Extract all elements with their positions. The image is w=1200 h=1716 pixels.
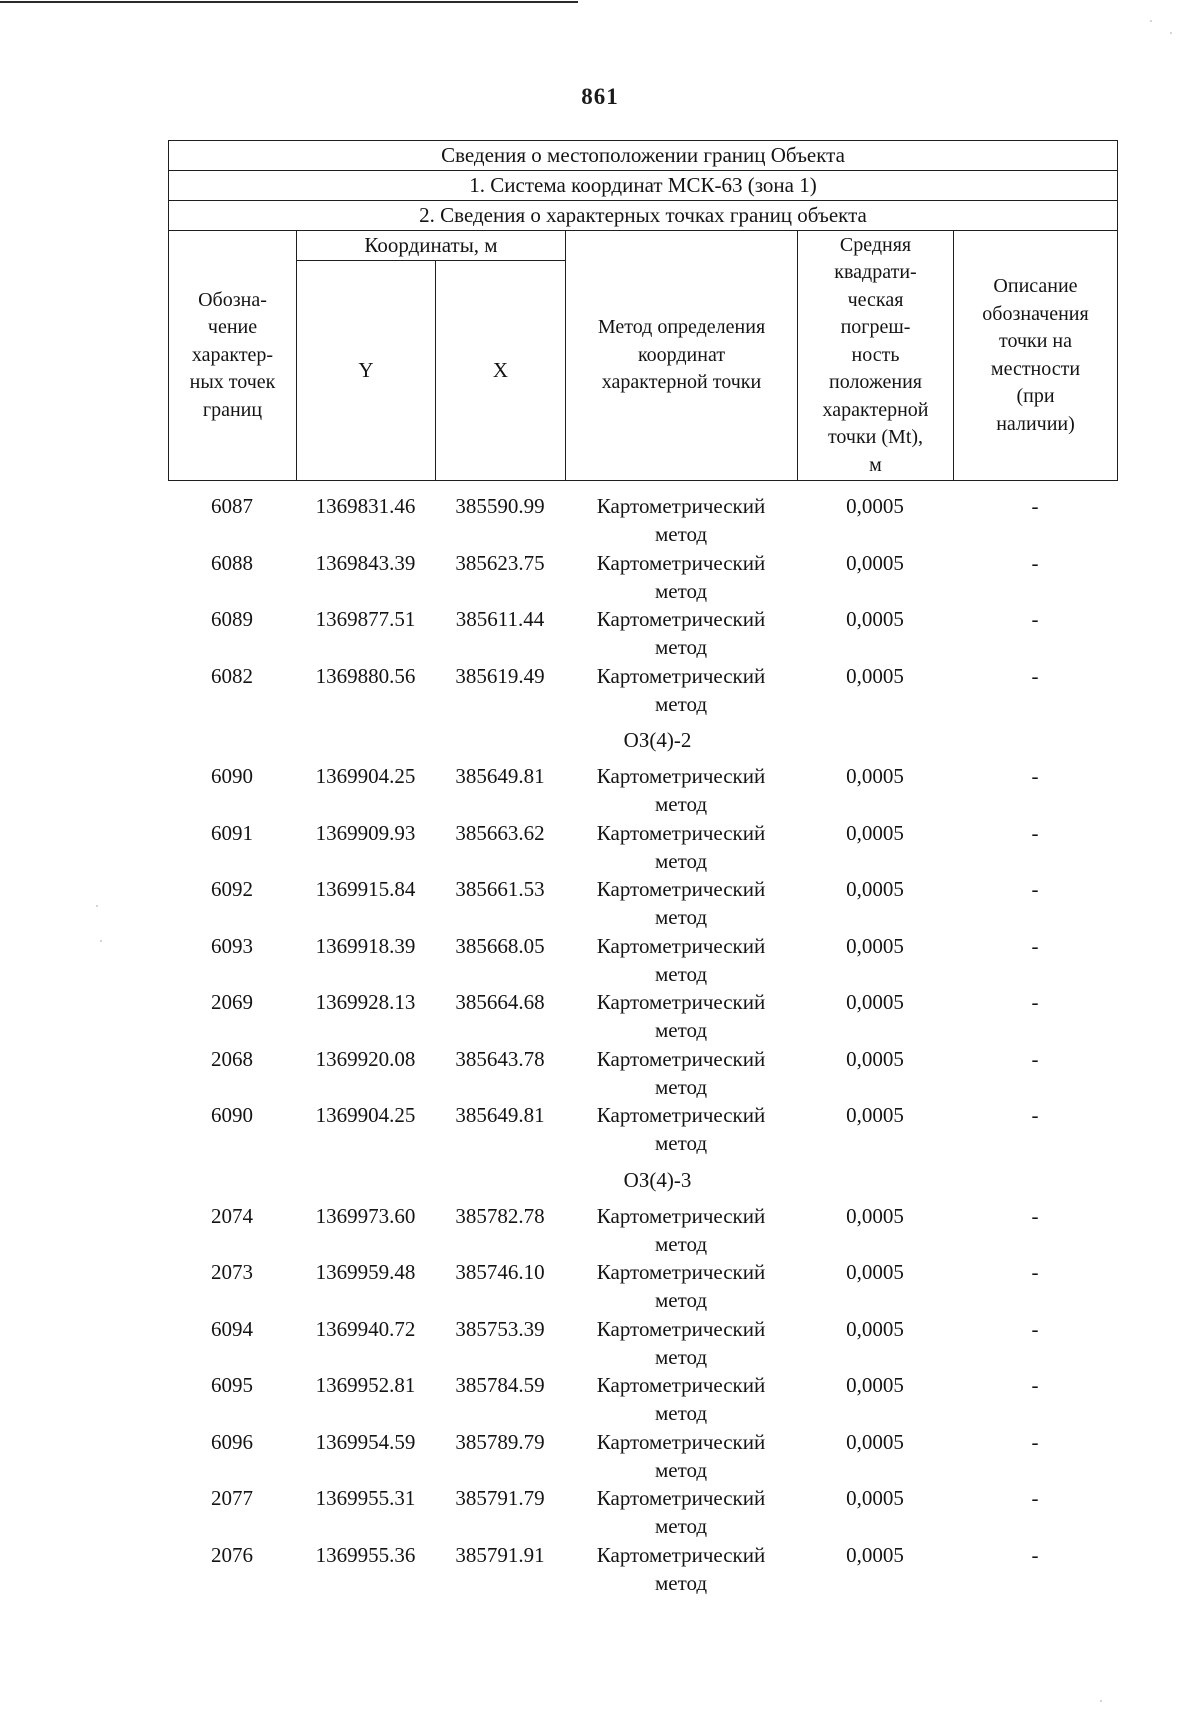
coordinate-y: 1369928.13 <box>315 990 416 1014</box>
column-header-error-line: характерной <box>822 398 929 421</box>
coordinate-y: 1369940.72 <box>315 1316 416 1341</box>
coordinate-x: 385590.99 <box>455 494 545 518</box>
method-cell <box>565 1101 797 1158</box>
method-cell <box>565 662 797 719</box>
point-number: 6087 <box>211 494 253 518</box>
column-header-error-line: положения <box>829 371 922 394</box>
table-row <box>168 1541 1117 1598</box>
point-number: 6090 <box>211 764 253 788</box>
method-cell <box>565 1428 797 1485</box>
column-header-method-line: Метод определения <box>597 316 766 339</box>
method-text: Картометрический <box>596 1203 766 1228</box>
description-value: - <box>1031 877 1039 901</box>
error-value: 0,0005 <box>846 1103 904 1127</box>
method-text: метод <box>654 1344 708 1369</box>
scan-edge-line <box>0 1 578 3</box>
table-row <box>168 988 1117 1045</box>
column-header-error-line: квадрати- <box>834 261 917 284</box>
table-row <box>168 1101 1117 1158</box>
table-row <box>168 1315 1117 1372</box>
coordinate-x: 385746.10 <box>455 1260 545 1284</box>
coordinate-x: 385649.81 <box>455 764 545 788</box>
column-header-error-line: Средняя <box>839 233 912 256</box>
error-value: 0,0005 <box>846 764 904 788</box>
coordinate-y: 1369920.08 <box>315 1046 416 1071</box>
point-number: 6091 <box>211 820 253 845</box>
method-text: метод <box>654 1018 708 1042</box>
coordinate-y: 1369909.93 <box>315 820 416 845</box>
table-body <box>168 492 1117 1597</box>
point-number: 6095 <box>211 1373 253 1397</box>
point-number: 2074 <box>211 1203 253 1228</box>
coordinate-y: 1369955.31 <box>315 1486 416 1510</box>
table-row <box>168 1045 1117 1102</box>
point-number: 6094 <box>211 1316 253 1341</box>
coordinate-x: 385664.68 <box>455 990 545 1014</box>
coordinate-y: 1369915.84 <box>315 877 416 901</box>
table-row <box>168 1484 1117 1541</box>
description-value: - <box>1031 1103 1039 1127</box>
column-header-point <box>169 231 297 481</box>
method-cell <box>565 819 797 876</box>
scan-speck <box>1170 32 1172 34</box>
method-text: метод <box>654 1288 708 1312</box>
point-number: 6090 <box>211 1103 253 1127</box>
method-text: Картометрический <box>596 1429 766 1454</box>
method-text: метод <box>654 792 708 816</box>
table-title: Сведения о местоположении границ Объекта <box>169 141 1118 171</box>
column-header-coordinates: Координаты, м <box>297 231 566 261</box>
description-value: - <box>1031 820 1039 845</box>
method-text: метод <box>654 691 708 716</box>
description-value: - <box>1031 607 1039 631</box>
coordinate-x: 385643.78 <box>455 1046 545 1071</box>
coordinate-y: 1369955.36 <box>315 1542 416 1567</box>
column-header-method-line: характерной точки <box>601 371 762 394</box>
column-header-point-line: чение <box>207 316 258 339</box>
error-value: 0,0005 <box>846 1486 904 1510</box>
error-value: 0,0005 <box>846 494 904 518</box>
table-row <box>168 1258 1117 1315</box>
description-value: - <box>1031 663 1039 688</box>
description-value: - <box>1031 1486 1039 1510</box>
coordinate-y: 1369880.56 <box>315 663 416 688</box>
point-number: 2069 <box>211 990 253 1014</box>
method-text: метод <box>654 905 708 929</box>
coordinate-x: 385611.44 <box>455 607 545 631</box>
coordinate-y: 1369877.51 <box>315 607 416 631</box>
method-cell <box>565 1258 797 1315</box>
method-text: метод <box>654 961 708 986</box>
point-number: 2076 <box>211 1542 253 1567</box>
table-row <box>168 1371 1117 1428</box>
method-text: Картометрический <box>596 820 766 845</box>
column-header-method <box>566 231 798 481</box>
method-cell <box>565 1371 797 1428</box>
error-value: 0,0005 <box>846 990 904 1014</box>
description-value: - <box>1031 1429 1039 1454</box>
method-text: Картометрический <box>596 1260 766 1284</box>
error-value: 0,0005 <box>846 1260 904 1284</box>
method-text: Картометрический <box>596 1103 766 1127</box>
column-header-point-line: Обозна- <box>198 288 267 311</box>
description-value: - <box>1031 764 1039 788</box>
method-cell <box>565 1045 797 1102</box>
point-number: 6096 <box>211 1429 253 1454</box>
column-header-description-line: наличии) <box>996 412 1075 435</box>
scan-speck <box>96 905 98 907</box>
coordinate-x: 385619.49 <box>455 663 545 688</box>
method-text: Картометрический <box>596 1316 766 1341</box>
method-text: Картометрический <box>596 1542 766 1567</box>
table-header <box>168 140 1118 481</box>
coordinate-x: 385791.79 <box>455 1486 545 1510</box>
method-text: метод <box>654 1570 708 1595</box>
coordinate-x: 385623.75 <box>455 550 545 575</box>
column-header-error-line: м <box>869 453 882 476</box>
column-header-error-line: погреш- <box>840 316 911 339</box>
coordinate-x: 385789.79 <box>455 1429 545 1454</box>
column-header-error-line: ность <box>851 343 900 366</box>
table-row <box>168 932 1117 989</box>
coordinate-x: 385663.62 <box>455 820 545 845</box>
method-text: метод <box>654 848 708 873</box>
error-value: 0,0005 <box>846 663 904 688</box>
column-header-error <box>798 231 954 481</box>
error-value: 0,0005 <box>846 933 904 958</box>
column-header-description-line: обозначения <box>982 302 1089 325</box>
group-heading: ОЗ(4)-3 <box>623 1167 692 1192</box>
coordinate-y: 1369952.81 <box>315 1373 416 1397</box>
method-cell <box>565 549 797 606</box>
point-number: 2073 <box>211 1260 253 1284</box>
column-header-point-line: характер- <box>191 343 274 366</box>
description-value: - <box>1031 1316 1039 1341</box>
error-value: 0,0005 <box>846 1316 904 1341</box>
method-text: Картометрический <box>596 1046 766 1071</box>
method-cell <box>565 1484 797 1541</box>
column-header-description-line: местности <box>990 357 1081 380</box>
coordinate-x: 385649.81 <box>455 1103 545 1127</box>
column-header-point-line: ных точек <box>189 371 276 394</box>
table-row <box>168 605 1117 662</box>
coordinate-x: 385784.59 <box>455 1373 545 1397</box>
method-cell <box>565 492 797 549</box>
error-value: 0,0005 <box>846 1373 904 1397</box>
error-value: 0,0005 <box>846 1203 904 1228</box>
column-header-description-line: (при <box>1016 385 1055 407</box>
coordinate-x: 385668.05 <box>455 933 545 958</box>
description-value: - <box>1031 990 1039 1014</box>
description-value: - <box>1031 1260 1039 1284</box>
coordinate-x: 385791.91 <box>455 1542 545 1567</box>
method-text: метод <box>654 578 708 603</box>
table-row <box>168 1428 1117 1485</box>
point-number: 6082 <box>211 663 253 688</box>
column-header-error-line: ческая <box>847 288 904 311</box>
point-number: 2077 <box>211 1486 253 1510</box>
method-text: метод <box>654 1074 708 1099</box>
method-cell <box>565 762 797 819</box>
method-cell <box>565 1315 797 1372</box>
method-text: Картометрический <box>596 494 766 518</box>
method-text: Картометрический <box>596 1486 766 1510</box>
column-header-description <box>954 231 1118 481</box>
method-text: метод <box>654 1131 708 1155</box>
point-number: 6089 <box>211 607 253 631</box>
table-row <box>168 662 1117 719</box>
coordinate-y: 1369918.39 <box>315 933 416 958</box>
scan-speck <box>1100 1700 1102 1702</box>
method-text: метод <box>654 1401 708 1425</box>
description-value: - <box>1031 1046 1039 1071</box>
column-header-description-line: Описание <box>993 275 1078 297</box>
column-header-error-line: точки (Mt), <box>827 426 924 449</box>
column-header-x: X <box>436 261 566 481</box>
coordinate-y: 1369843.39 <box>315 550 416 575</box>
method-text: метод <box>654 1457 708 1482</box>
method-text: Картометрический <box>596 877 766 901</box>
method-text: Картометрический <box>596 990 766 1014</box>
group-heading: ОЗ(4)-2 <box>623 728 692 752</box>
table-row <box>168 549 1117 606</box>
method-text: Картометрический <box>596 933 766 958</box>
method-text: метод <box>654 1514 708 1538</box>
method-text: Картометрический <box>596 764 766 788</box>
error-value: 0,0005 <box>846 1429 904 1454</box>
description-value: - <box>1031 494 1039 518</box>
point-number: 2068 <box>211 1046 253 1071</box>
table-row <box>168 1202 1117 1259</box>
description-value: - <box>1031 550 1039 575</box>
scan-speck <box>1150 20 1152 22</box>
table-row <box>168 819 1117 876</box>
description-value: - <box>1031 1542 1039 1567</box>
coordinate-y: 1369954.59 <box>315 1429 416 1454</box>
description-value: - <box>1031 933 1039 958</box>
coordinate-x: 385661.53 <box>455 877 545 901</box>
coordinate-y: 1369904.25 <box>315 764 416 788</box>
method-cell <box>565 1541 797 1598</box>
table-row <box>168 762 1117 819</box>
column-header-method-line: координат <box>637 343 726 366</box>
coordinate-y: 1369959.48 <box>315 1260 416 1284</box>
column-header-description-line: точки на <box>998 330 1073 352</box>
coordinate-y: 1369831.46 <box>315 494 416 518</box>
page-number: 861 <box>581 84 619 109</box>
method-cell <box>565 605 797 662</box>
error-value: 0,0005 <box>846 1046 904 1071</box>
point-number: 6093 <box>211 933 253 958</box>
method-text: Картометрический <box>596 607 766 631</box>
coordinate-system: 1. Система координат МСК-63 (зона 1) <box>169 171 1118 201</box>
column-header-point-line: границ <box>202 398 263 421</box>
method-text: метод <box>654 522 708 546</box>
point-number: 6088 <box>211 550 253 575</box>
error-value: 0,0005 <box>846 607 904 631</box>
table-row <box>168 875 1117 932</box>
scan-speck <box>100 940 102 942</box>
error-value: 0,0005 <box>846 820 904 845</box>
error-value: 0,0005 <box>846 877 904 901</box>
method-text: метод <box>654 1231 708 1256</box>
coordinate-y: 1369973.60 <box>315 1203 416 1228</box>
method-text: Картометрический <box>596 1373 766 1397</box>
coordinate-x: 385782.78 <box>455 1203 545 1228</box>
column-header-y: Y <box>297 261 436 481</box>
method-text: Картометрический <box>596 550 766 575</box>
description-value: - <box>1031 1203 1039 1228</box>
method-text: Картометрический <box>596 663 766 688</box>
error-value: 0,0005 <box>846 1542 904 1567</box>
method-text: метод <box>654 635 708 659</box>
description-value: - <box>1031 1373 1039 1397</box>
method-cell <box>565 875 797 932</box>
point-number: 6092 <box>211 877 253 901</box>
coordinate-x: 385753.39 <box>455 1316 545 1341</box>
method-cell <box>565 1202 797 1259</box>
error-value: 0,0005 <box>846 550 904 575</box>
table-row <box>168 492 1117 549</box>
method-cell <box>565 988 797 1045</box>
section-title: 2. Сведения о характерных точках границ объекта <box>169 201 1118 231</box>
method-cell <box>565 932 797 989</box>
coordinate-y: 1369904.25 <box>315 1103 416 1127</box>
